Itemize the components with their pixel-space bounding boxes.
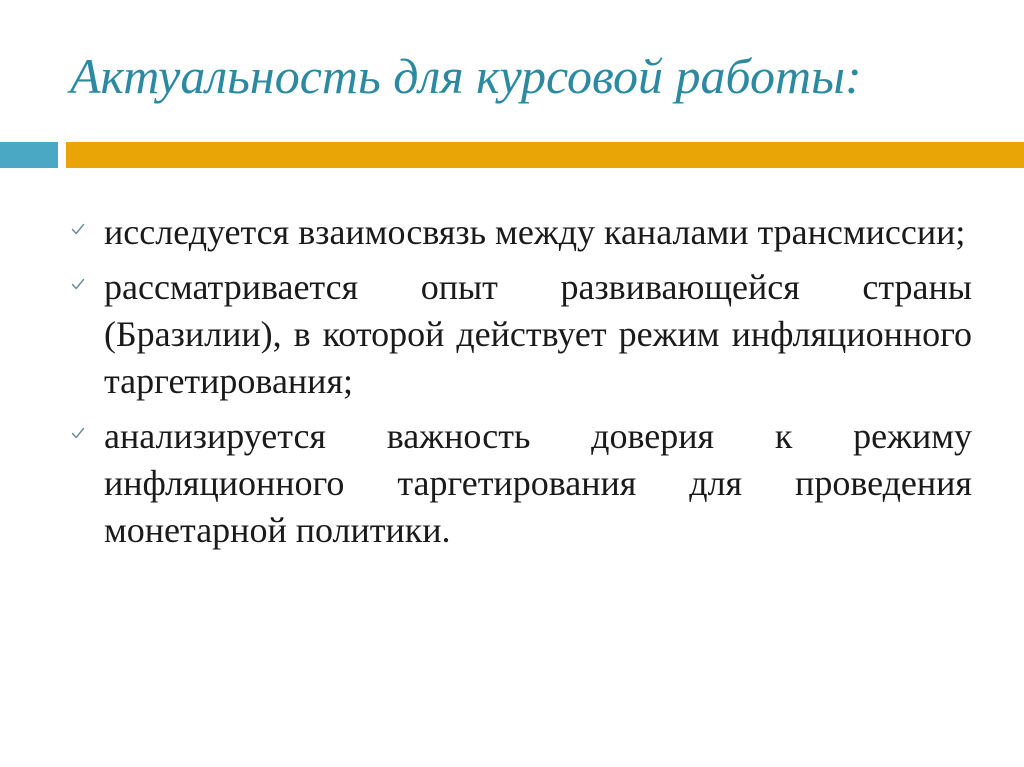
bullet-list [0,209,1024,562]
check-icon [71,277,85,291]
slide-title: Актуальность для курсовой работы: [70,48,862,104]
bullet-item [0,264,1024,405]
bullet-item [0,413,1024,554]
check-icon [71,222,85,236]
bullet-text: исследуется взаимосвязь между каналами трансмиссии; [104,212,966,252]
check-icon [71,426,85,440]
accent-bar-left [0,142,58,168]
accent-bar-right [66,142,1024,168]
bullet-item [0,209,1024,256]
bullet-text: анализируется важность доверия к режиму инфляционного таргетирования для проведения монетарной политики. [104,416,972,550]
bullet-text: рассматривается опыт развивающейся страны (Бразилии), в которой действует режим инфляционного таргетирования; [104,267,972,401]
